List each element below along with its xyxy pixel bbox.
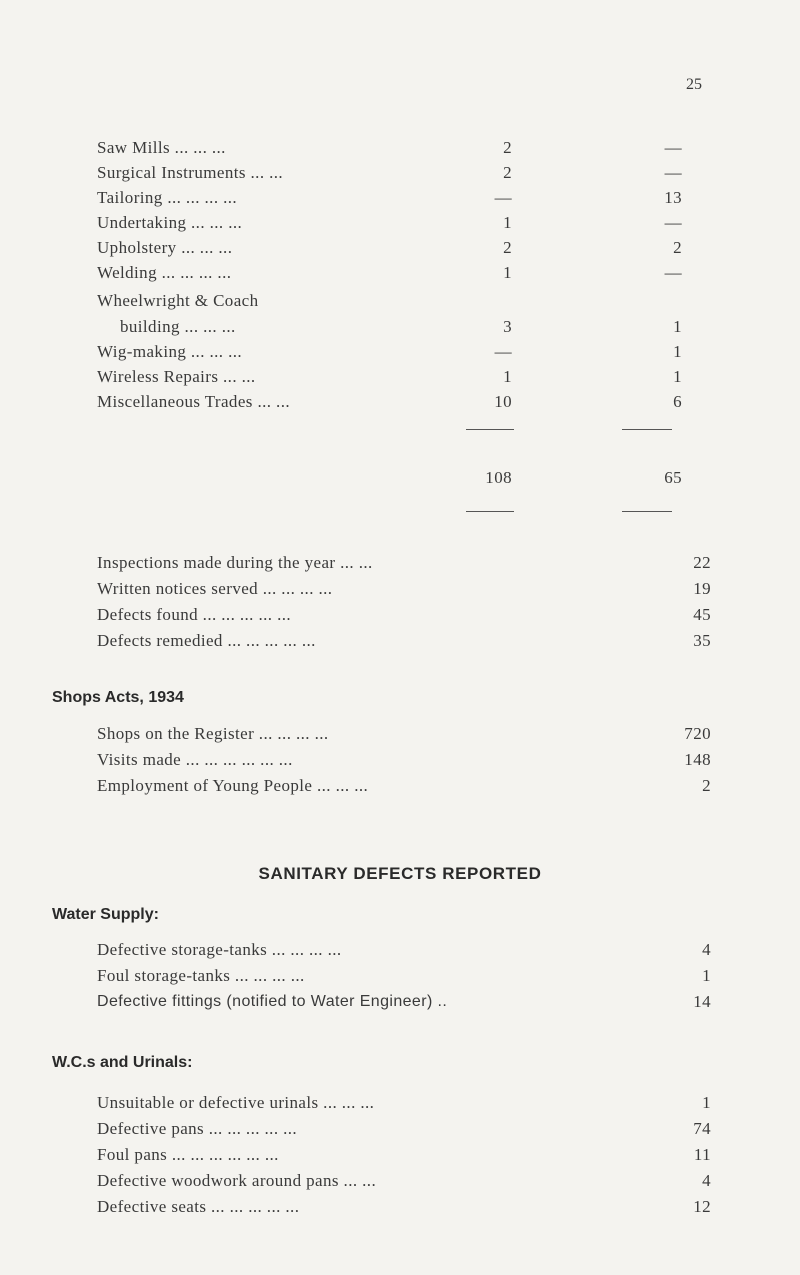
wc-value: 12 bbox=[693, 1197, 711, 1216]
water-label: Defective fittings (notified to Water Engineer) .. bbox=[97, 993, 448, 1010]
total-rule-top-col1 bbox=[466, 429, 514, 430]
table-row bbox=[97, 390, 697, 414]
total-col1: 108 bbox=[485, 468, 512, 487]
list-item bbox=[97, 1091, 711, 1115]
list-item bbox=[97, 1169, 711, 1193]
inspection-label: Defects remedied ... ... ... ... ... bbox=[97, 631, 316, 650]
total-rule-bottom-col1 bbox=[466, 511, 514, 512]
shops-label: Shops on the Register ... ... ... ... bbox=[97, 724, 329, 743]
table-row bbox=[97, 289, 697, 313]
table-row bbox=[97, 236, 697, 260]
list-item bbox=[97, 964, 711, 988]
wc-value: 74 bbox=[693, 1119, 711, 1138]
wc-value: 1 bbox=[702, 1093, 711, 1112]
water-value: 1 bbox=[702, 966, 711, 985]
trade-col1: 1 bbox=[503, 213, 512, 232]
shops-value: 720 bbox=[684, 724, 711, 743]
wc-urinals-heading: W.C.s and Urinals: bbox=[52, 1054, 193, 1071]
table-row bbox=[97, 365, 697, 389]
total-rule-bottom-col2 bbox=[622, 511, 672, 512]
trade-col2: 1 bbox=[673, 317, 682, 336]
water-value: 4 bbox=[702, 940, 711, 959]
wc-value: 4 bbox=[702, 1171, 711, 1190]
trade-col1: — bbox=[494, 342, 512, 361]
trade-label: Wheelwright & Coach bbox=[97, 291, 259, 310]
trade-label: Upholstery ... ... ... bbox=[97, 238, 233, 257]
total-rule-top-col2 bbox=[622, 429, 672, 430]
trade-col1: 1 bbox=[503, 263, 512, 282]
trade-label: Welding ... ... ... ... bbox=[97, 263, 232, 282]
shops-label: Visits made ... ... ... ... ... ... bbox=[97, 750, 293, 769]
list-item bbox=[97, 1117, 711, 1141]
list-item bbox=[97, 938, 711, 962]
trade-col2: — bbox=[664, 263, 682, 282]
list-item bbox=[97, 1195, 711, 1219]
list-item bbox=[97, 774, 711, 798]
inspection-value: 19 bbox=[693, 579, 711, 598]
page-number: 25 bbox=[686, 76, 702, 93]
wc-label: Defective woodwork around pans ... ... bbox=[97, 1171, 377, 1190]
table-row bbox=[97, 186, 697, 210]
trade-col1: 10 bbox=[494, 392, 512, 411]
list-item bbox=[97, 990, 711, 1014]
list-item bbox=[97, 1143, 711, 1167]
trade-col1: — bbox=[494, 188, 512, 207]
list-item bbox=[97, 577, 711, 601]
total-col2: 65 bbox=[664, 468, 682, 487]
trade-col2: — bbox=[664, 213, 682, 232]
inspection-label: Written notices served ... ... ... ... bbox=[97, 579, 333, 598]
list-item bbox=[97, 629, 711, 653]
inspection-label: Inspections made during the year ... ... bbox=[97, 553, 373, 572]
list-item bbox=[97, 748, 711, 772]
wc-value: 11 bbox=[693, 1145, 711, 1164]
table-row bbox=[97, 136, 697, 160]
shops-label: Employment of Young People ... ... ... bbox=[97, 776, 369, 795]
wc-label: Foul pans ... ... ... ... ... ... bbox=[97, 1145, 279, 1164]
table-row bbox=[97, 161, 697, 185]
table-row bbox=[97, 211, 697, 235]
water-label: Foul storage-tanks ... ... ... ... bbox=[97, 966, 305, 985]
wc-label: Defective pans ... ... ... ... ... bbox=[97, 1119, 298, 1138]
total-row bbox=[97, 466, 697, 490]
list-item bbox=[97, 551, 711, 575]
inspection-label: Defects found ... ... ... ... ... bbox=[97, 605, 292, 624]
trade-col2: 1 bbox=[673, 367, 682, 386]
trade-label: Undertaking ... ... ... bbox=[97, 213, 243, 232]
water-value: 14 bbox=[693, 992, 711, 1011]
trade-label: Wireless Repairs ... ... bbox=[97, 367, 256, 386]
table-row bbox=[97, 340, 697, 364]
trade-col2: 1 bbox=[673, 342, 682, 361]
inspection-value: 22 bbox=[693, 553, 711, 572]
table-row bbox=[97, 261, 697, 285]
trade-col1: 3 bbox=[503, 317, 512, 336]
water-label: Defective storage-tanks ... ... ... ... bbox=[97, 940, 342, 959]
trade-col1: 2 bbox=[503, 238, 512, 257]
trade-label: Surgical Instruments ... ... bbox=[97, 163, 284, 182]
list-item bbox=[97, 722, 711, 746]
trade-col1: 2 bbox=[503, 138, 512, 157]
shops-value: 148 bbox=[684, 750, 711, 769]
inspection-value: 35 bbox=[693, 631, 711, 650]
wc-label: Unsuitable or defective urinals ... ... ... bbox=[97, 1093, 375, 1112]
trade-col2: — bbox=[664, 138, 682, 157]
inspection-value: 45 bbox=[693, 605, 711, 624]
trade-col1: 1 bbox=[503, 367, 512, 386]
trade-label: Miscellaneous Trades ... ... bbox=[97, 392, 290, 411]
trade-label: Saw Mills ... ... ... bbox=[97, 138, 226, 157]
shops-value: 2 bbox=[702, 776, 711, 795]
water-supply-heading: Water Supply: bbox=[52, 906, 159, 923]
trade-col2: — bbox=[664, 163, 682, 182]
trade-label: Tailoring ... ... ... ... bbox=[97, 188, 238, 207]
table-row bbox=[120, 315, 697, 339]
trade-col2: 6 bbox=[673, 392, 682, 411]
trade-col2: 13 bbox=[664, 188, 682, 207]
list-item bbox=[97, 603, 711, 627]
shops-acts-heading: Shops Acts, 1934 bbox=[52, 689, 184, 706]
trade-col2: 2 bbox=[673, 238, 682, 257]
trade-col1: 2 bbox=[503, 163, 512, 182]
wc-label: Defective seats ... ... ... ... ... bbox=[97, 1197, 300, 1216]
trade-label: building ... ... ... bbox=[120, 317, 236, 336]
trade-label: Wig-making ... ... ... bbox=[97, 342, 243, 361]
sanitary-defects-heading: SANITARY DEFECTS REPORTED bbox=[258, 864, 542, 883]
